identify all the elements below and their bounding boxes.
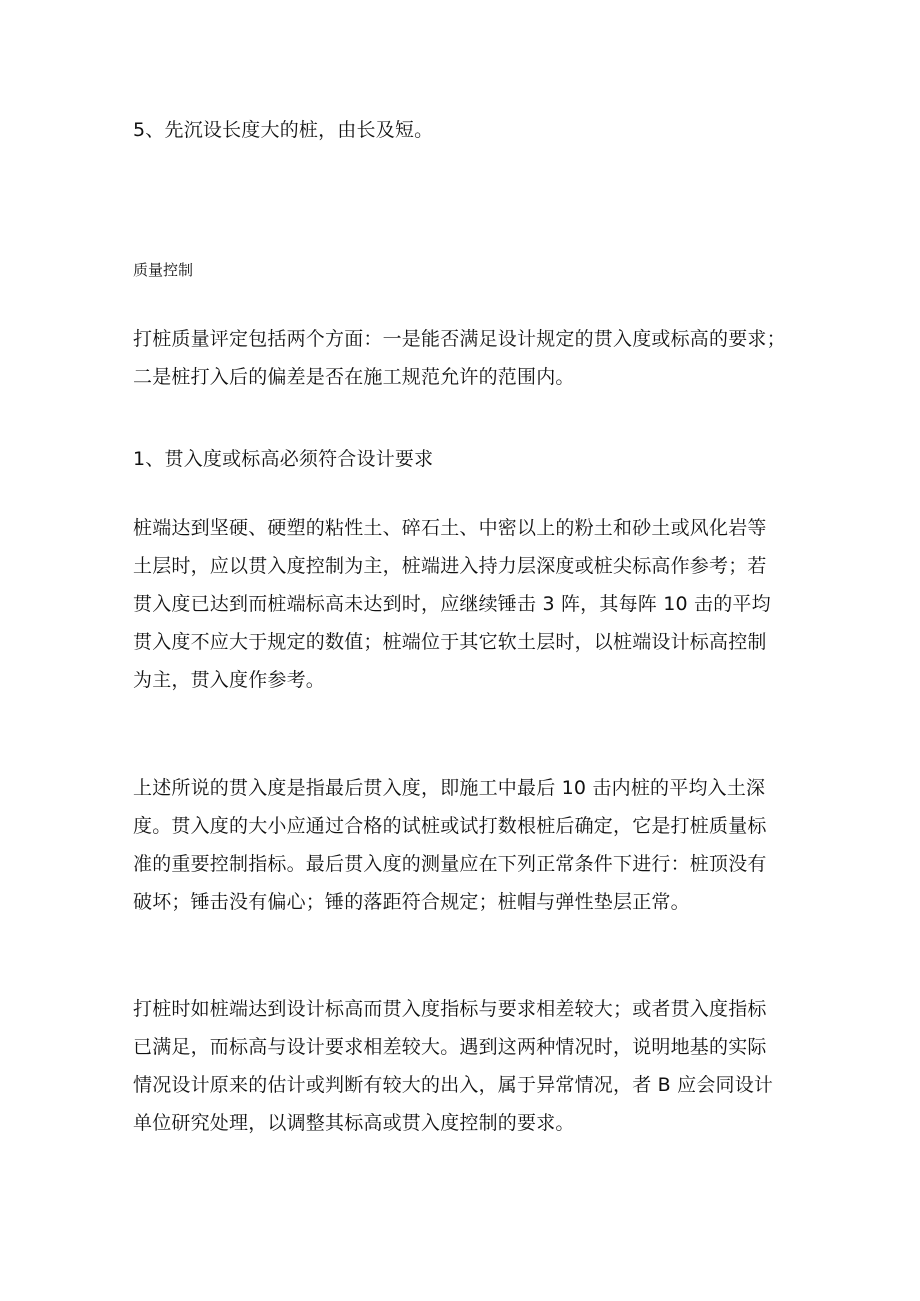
intro-paragraph (133, 320, 798, 396)
paragraph-2 (133, 769, 798, 921)
text-line: 打桩质量评定包括两个方面：一是能否满足设计规定的贯入度或标高的要求； (133, 328, 786, 350)
text-line: 二是桩打入后的偏差是否在施工规范允许的范围内。 (133, 366, 575, 388)
text-line: 已满足，而标高与设计要求相差较大。遇到这两种情况时，说明地基的实际 (133, 1036, 767, 1058)
text-line: 单位研究处理，以调整其标高或贯入度控制的要求。 (133, 1112, 575, 1134)
text-line: 破坏；锤击没有偏心；锤的落距符合规定；桩帽与弹性垫层正常。 (133, 891, 690, 913)
list-item-5 (133, 111, 798, 149)
text-line: 土层时，应以贯入度控制为主，桩端进入持力层深度或桩尖标高作参考；若 (133, 555, 767, 577)
text-line: 上述所说的贯入度是指最后贯入度，即施工中最后 10 击内桩的平均入土深 (133, 777, 766, 799)
section-title: 质量控制 (133, 261, 194, 279)
paragraph-3 (133, 990, 798, 1142)
text-line: 为主，贯入度作参考。 (133, 669, 326, 691)
text-line: 贯入度已达到而桩端标高未达到时，应继续锤击 3 阵，其每阵 10 击的平均 (133, 593, 771, 615)
text-line: 情况设计原来的估计或判断有较大的出入，属于异常情况，者 B 应会同设计 (133, 1074, 774, 1096)
paragraph-1 (133, 509, 798, 699)
text-line: 贯入度不应大于规定的数值；桩端位于其它软土层时，以桩端设计标高控制 (133, 631, 767, 653)
text-line: 打桩时如桩端达到设计标高而贯入度指标与要求相差较大；或者贯入度指标 (133, 998, 767, 1020)
list-item-1 (133, 440, 798, 478)
text-line: 桩端达到坚硬、硬塑的粘性土、碎石土、中密以上的粉土和砂土或风化岩等 (133, 517, 767, 539)
text-line: 1、贯入度或标高必须符合设计要求 (133, 448, 434, 470)
text-line: 度。贯入度的大小应通过合格的试桩或试打数根桩后确定，它是打桩质量标 (133, 815, 767, 837)
text-line: 5、先沉设长度大的桩，由长及短。 (133, 119, 434, 141)
text-line: 准的重要控制指标。最后贯入度的测量应在下列正常条件下进行：桩顶没有 (133, 853, 767, 875)
